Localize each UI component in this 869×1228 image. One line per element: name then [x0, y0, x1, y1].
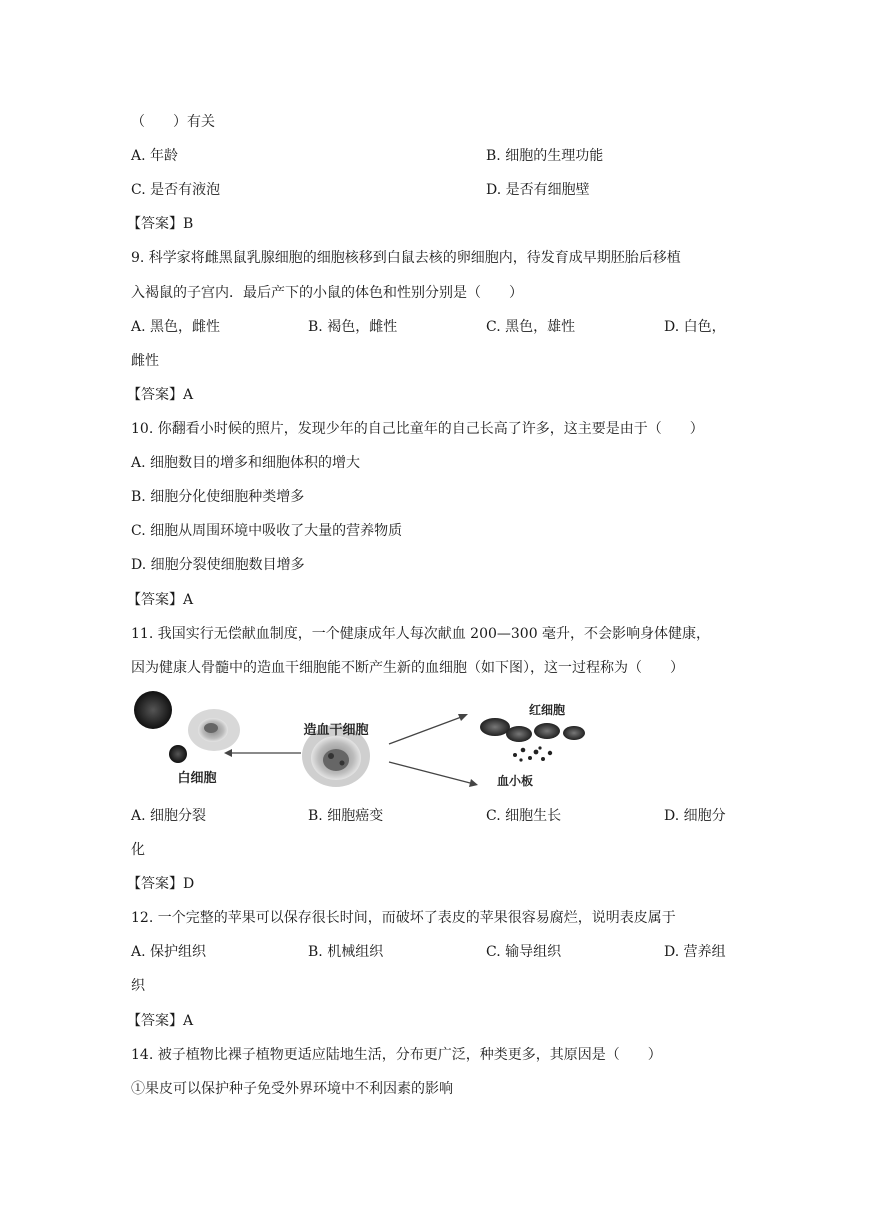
- q12-answer: 【答案】A: [127, 1013, 194, 1029]
- q9-option-c: C. 黑色，雄性: [486, 319, 576, 335]
- arrow-to-red-cells: [389, 714, 468, 744]
- platelets-image: [513, 746, 552, 761]
- white-cell-label: 白细胞: [177, 771, 217, 786]
- q9-option-b: B. 褐色，雌性: [308, 319, 398, 335]
- q10-option-a: A. 细胞数目的增多和细胞体积的增大: [131, 455, 361, 471]
- q8-option-c: C. 是否有液泡: [131, 182, 221, 198]
- q8-option-b: B. 细胞的生理功能: [486, 148, 604, 164]
- q12-option-c: C. 输导组织: [486, 944, 562, 960]
- q14-statement-1: ①果皮可以保护种子免受外界环境中不利因素的影响: [131, 1081, 453, 1097]
- q9-stem-line2: 入褐鼠的子宫内．最后产下的小鼠的体色和性别分别是（ ）: [131, 285, 523, 301]
- q9-option-d-continued: 雌性: [131, 353, 159, 369]
- q10-option-b: B. 细胞分化使细胞种类增多: [131, 489, 305, 505]
- q8-option-d: D. 是否有细胞壁: [486, 182, 590, 198]
- q10-stem: 10. 你翻看小时候的照片，发现少年的自己比童年的自己长高了许多，这主要是由于（ ）: [131, 421, 704, 437]
- q12-option-b: B. 机械组织: [308, 944, 384, 960]
- platelet-label: 血小板: [496, 774, 534, 788]
- q11-option-d-continued: 化: [131, 842, 145, 858]
- q11-option-c: C. 细胞生长: [486, 808, 562, 824]
- stem-cell-figure: [131, 690, 611, 795]
- q9-option-d: D. 白色，: [664, 319, 726, 335]
- q11-answer: 【答案】D: [127, 876, 195, 892]
- q11-option-a: A. 细胞分裂: [131, 808, 207, 824]
- red-blood-cells-image: [480, 718, 585, 742]
- q11-option-b: B. 细胞癌变: [308, 808, 384, 824]
- q8-stem-tail: （ ）有关: [131, 114, 215, 130]
- q8-option-a: A. 年龄: [131, 148, 179, 164]
- q12-option-d-continued: 织: [131, 978, 145, 994]
- q12-stem: 12. 一个完整的苹果可以保存很长时间，而破坏了表皮的苹果很容易腐烂，说明表皮属于: [131, 910, 676, 926]
- q9-answer: 【答案】A: [127, 387, 194, 403]
- white-blood-cells-image: [134, 691, 240, 763]
- q9-option-a: A. 黑色，雌性: [131, 319, 221, 335]
- stem-cell-diagram: [131, 690, 611, 795]
- stem-cell-label: 造血干细胞: [303, 723, 369, 738]
- q14-stem: 14. 被子植物比裸子植物更适应陆地生活，分布更广泛，种类更多，其原因是（ ）: [131, 1047, 662, 1063]
- q10-option-d: D. 细胞分裂使细胞数目增多: [131, 557, 305, 573]
- q9-stem-line1: 9. 科学家将雌黑鼠乳腺细胞的细胞核移到白鼠去核的卵细胞内，待发育成早期胚胎后移植: [131, 250, 681, 266]
- q11-stem-line2: 因为健康人骨髓中的造血干细胞能不断产生新的血细胞（如下图），这一过程称为（ ）: [131, 660, 684, 676]
- q12-option-a: A. 保护组织: [131, 944, 207, 960]
- q10-answer: 【答案】A: [127, 592, 194, 608]
- arrow-to-platelets: [389, 762, 478, 787]
- arrow-to-white-cells: [224, 749, 301, 757]
- q8-answer: 【答案】B: [127, 216, 194, 232]
- q10-option-c: C. 细胞从周围环境中吸收了大量的营养物质: [131, 523, 403, 539]
- q11-option-d: D. 细胞分: [664, 808, 726, 824]
- red-cell-label: 红细胞: [528, 703, 566, 717]
- q11-stem-line1: 11. 我国实行无偿献血制度，一个健康成年人每次献血 200—300 毫升，不会影响身体健康，: [131, 626, 711, 642]
- q12-option-d: D. 营养组: [664, 944, 726, 960]
